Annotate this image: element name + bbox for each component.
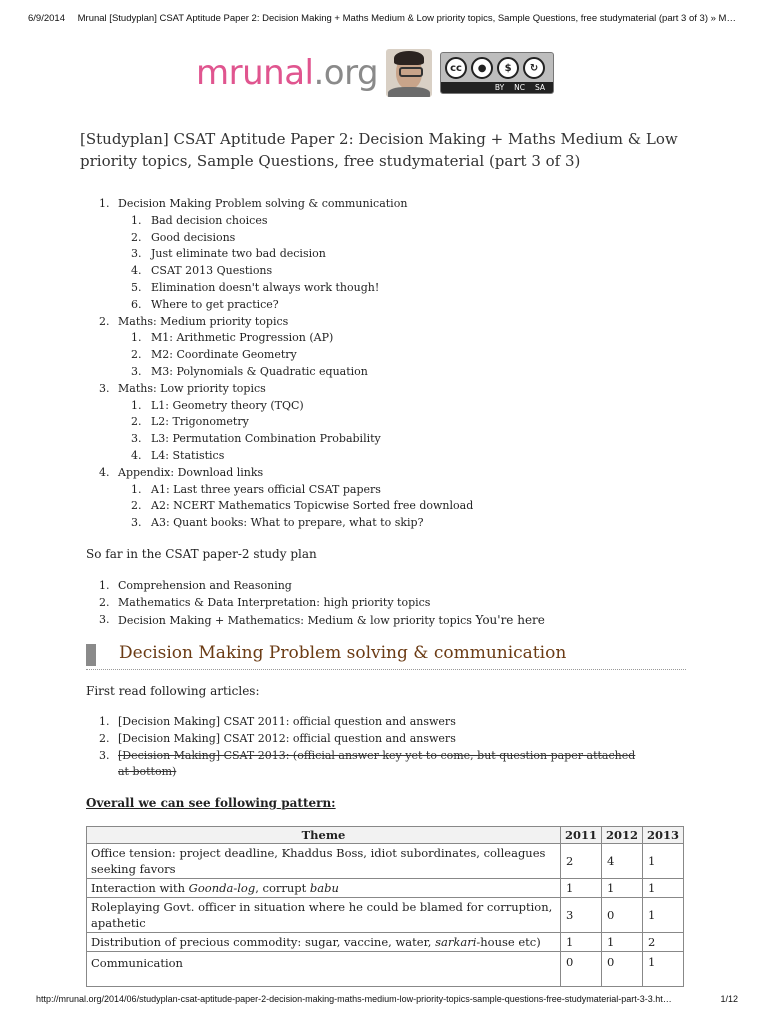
toc-subnumber: 1. xyxy=(131,213,142,227)
toc-number: 2. xyxy=(99,314,110,328)
toc-subnumber: 1. xyxy=(131,482,142,496)
toc-item[interactable] xyxy=(0,196,768,314)
article-link[interactable]: [Decision Making] CSAT 2011: official question and answers xyxy=(118,715,456,728)
logo-wordmark xyxy=(196,53,378,93)
toc-sublink[interactable]: Bad decision choices xyxy=(151,213,268,227)
toc-link[interactable]: Appendix: Download links xyxy=(118,465,264,479)
theme-text: Roleplaying Govt. officer in situation where he could be blamed for corruption, apathetic xyxy=(91,900,553,930)
toc-subitem[interactable] xyxy=(0,515,768,532)
toc-subnumber: 4. xyxy=(131,264,142,278)
post-title: [Studyplan] CSAT Aptitude Paper 2: Decision Making + Maths Medium & Low priority topics, Sample Questions, free studymaterial (part 3 of 3) xyxy=(80,130,678,170)
count-cell: 0 xyxy=(601,952,642,987)
toc-sublink[interactable]: A2: NCERT Mathematics Topicwise Sorted free download xyxy=(151,499,474,513)
print-header xyxy=(28,13,748,24)
toc-subnumber: 3. xyxy=(131,516,142,530)
theme-italic-text: babu xyxy=(309,881,339,895)
toc-link[interactable]: Maths: Low priority topics xyxy=(118,381,266,395)
count-cell: 1 xyxy=(560,879,601,898)
heading-bar xyxy=(86,644,96,666)
article-number: 3. xyxy=(99,748,110,762)
toc-number: 3. xyxy=(99,381,110,395)
toc-sublink[interactable]: M2: Coordinate Geometry xyxy=(151,348,297,362)
header-theme: Theme xyxy=(87,827,561,844)
count-cell: 1 xyxy=(642,898,683,933)
theme-italic-text: Goonda-log xyxy=(188,881,256,895)
pattern-heading: Overall we can see following pattern: xyxy=(86,796,336,810)
theme-cell xyxy=(87,879,561,898)
attribution-icon: ● xyxy=(471,57,493,79)
plan-parts-list xyxy=(0,578,768,629)
toc-subnumber: 3. xyxy=(131,247,142,261)
toc-subnumber: 5. xyxy=(131,280,142,294)
table-row xyxy=(87,933,684,952)
count-cell: 1 xyxy=(601,879,642,898)
cc-label-nc: NC xyxy=(514,83,526,92)
plan-part-item[interactable] xyxy=(0,595,768,612)
toc-subnumber: 4. xyxy=(131,448,142,462)
toc-subitem[interactable] xyxy=(0,280,768,297)
print-date: 6/9/2014 xyxy=(28,13,65,24)
toc-sublink[interactable]: L2: Trigonometry xyxy=(151,415,249,429)
toc-number: 1. xyxy=(99,197,110,210)
toc-subitem[interactable] xyxy=(0,498,768,515)
toc-subnumber: 6. xyxy=(131,297,142,311)
plan-part-item[interactable] xyxy=(0,578,768,595)
table-row xyxy=(87,879,684,898)
toc-sublink[interactable]: CSAT 2013 Questions xyxy=(151,264,273,278)
toc-subitem[interactable] xyxy=(0,246,768,263)
count-cell: 2 xyxy=(642,933,683,952)
toc-subitem[interactable] xyxy=(0,364,768,381)
toc-subnumber: 3. xyxy=(131,364,142,378)
count-cell: 1 xyxy=(601,933,642,952)
plan-part-item[interactable] xyxy=(0,612,768,630)
toc-sublink[interactable]: Elimination doesn't always work though! xyxy=(151,280,380,294)
table-of-contents xyxy=(0,196,768,532)
header-2011: 2011 xyxy=(560,827,601,844)
count-cell: 0 xyxy=(601,898,642,933)
theme-cell xyxy=(87,844,561,879)
cc-label-by: BY xyxy=(494,83,505,92)
toc-subitem[interactable] xyxy=(0,482,768,499)
articles-list xyxy=(0,714,768,781)
toc-subnumber: 1. xyxy=(131,331,142,345)
count-cell: 1 xyxy=(642,952,683,987)
toc-subnumber: 2. xyxy=(131,415,142,429)
toc-sublink[interactable]: Where to get practice? xyxy=(151,297,279,311)
toc-item[interactable] xyxy=(0,314,768,381)
toc-sublink[interactable]: A3: Quant books: What to prepare, what to skip? xyxy=(151,516,424,530)
theme-text: Communication xyxy=(91,956,183,970)
plan-part-number: 1. xyxy=(99,579,110,592)
toc-sublink[interactable]: Good decisions xyxy=(151,230,236,244)
cc-icon: cc xyxy=(445,57,467,79)
count-cell: 1 xyxy=(642,879,683,898)
plan-part-link[interactable]: Mathematics & Data Interpretation: high priority topics xyxy=(118,595,431,609)
so-far-text: So far in the CSAT paper-2 study plan xyxy=(86,547,317,561)
article-item[interactable] xyxy=(0,731,648,748)
theme-cell xyxy=(87,933,561,952)
toc-sublink[interactable]: M1: Arithmetic Progression (AP) xyxy=(151,331,334,345)
theme-text: , corrupt xyxy=(255,881,310,895)
logo-tld: .org xyxy=(313,53,379,93)
toc-subitem[interactable] xyxy=(0,398,768,415)
you-are-here-label: You're here xyxy=(475,612,545,627)
pattern-table xyxy=(86,826,684,987)
toc-sublist xyxy=(118,330,768,380)
toc-subnumber: 2. xyxy=(131,230,142,244)
theme-italic-text: sarkari xyxy=(435,935,477,949)
toc-sublist xyxy=(118,398,768,465)
table-row xyxy=(87,898,684,933)
count-cell: 0 xyxy=(560,952,601,987)
article-number: 2. xyxy=(99,731,110,745)
toc-subitem[interactable] xyxy=(0,297,768,314)
table-header-row xyxy=(87,827,684,844)
article-item[interactable] xyxy=(0,748,648,782)
theme-cell xyxy=(87,898,561,933)
toc-item[interactable] xyxy=(0,465,768,532)
toc-subitem[interactable] xyxy=(0,414,768,431)
toc-sublink[interactable]: M3: Polynomials & Quadratic equation xyxy=(151,364,368,378)
first-read-text: First read following articles: xyxy=(86,684,260,698)
toc-subitem[interactable] xyxy=(0,448,768,465)
cc-license-badge[interactable] xyxy=(440,52,554,94)
site-logo[interactable] xyxy=(196,48,554,98)
toc-number: 4. xyxy=(99,465,110,479)
toc-sublink[interactable]: L1: Geometry theory (TQC) xyxy=(151,398,304,412)
plan-part-link[interactable]: Decision Making + Mathematics: Medium & low priority topics xyxy=(118,613,472,627)
toc-subitem[interactable] xyxy=(0,263,768,280)
count-cell: 2 xyxy=(560,844,601,879)
section-heading-text: Decision Making Problem solving & communication xyxy=(119,643,567,663)
print-url: http://mrunal.org/2014/06/studyplan-csat-aptitude-paper-2-decision-making-maths-medium-low-priority-topics-sample-questions-free-studymaterial-part-3-3.ht… xyxy=(36,994,672,1004)
toc-subitem[interactable] xyxy=(0,213,768,230)
toc-subitem[interactable] xyxy=(0,347,768,364)
header-2013: 2013 xyxy=(642,827,683,844)
theme-text: -house etc) xyxy=(476,935,541,949)
theme-cell xyxy=(87,952,561,987)
section-heading xyxy=(86,641,686,670)
count-cell: 3 xyxy=(560,898,601,933)
header-2012: 2012 xyxy=(601,827,642,844)
toc-subnumber: 1. xyxy=(131,398,142,412)
table-row xyxy=(87,952,684,987)
toc-sublist xyxy=(118,482,768,532)
plan-part-number: 2. xyxy=(99,595,110,609)
plan-part-link[interactable]: Comprehension and Reasoning xyxy=(118,579,292,592)
count-cell: 4 xyxy=(601,844,642,879)
author-avatar xyxy=(386,49,432,97)
theme-text: Interaction with xyxy=(91,881,189,895)
page-number: 1/12 xyxy=(720,994,738,1004)
toc-sublink[interactable]: Just eliminate two bad decision xyxy=(151,247,326,261)
noncommercial-icon: $ xyxy=(497,57,519,79)
article-number: 1. xyxy=(99,715,110,728)
count-cell: 1 xyxy=(642,844,683,879)
toc-subnumber: 3. xyxy=(131,432,142,446)
toc-sublink[interactable]: A1: Last three years official CSAT papers xyxy=(151,482,381,496)
toc-subitem[interactable] xyxy=(0,230,768,247)
toc-sublink[interactable]: L4: Statistics xyxy=(151,448,225,462)
theme-text: Office tension: project deadline, Khaddus Boss, idiot subordinates, colleagues seeking favors xyxy=(91,846,546,876)
count-cell: 1 xyxy=(560,933,601,952)
cc-labels xyxy=(441,82,553,93)
article-link[interactable]: [Decision Making] CSAT 2013: (official answer key yet to come, but question paper attached at bottom) xyxy=(118,748,636,779)
toc-item[interactable] xyxy=(0,381,768,465)
toc-link[interactable]: Maths: Medium priority topics xyxy=(118,314,289,328)
toc-link[interactable]: Decision Making Problem solving & communication xyxy=(118,197,408,210)
toc-sublink[interactable]: L3: Permutation Combination Probability xyxy=(151,432,381,446)
print-footer xyxy=(36,994,738,1004)
print-title: Mrunal [Studyplan] CSAT Aptitude Paper 2: Decision Making + Maths Medium & Low priority topics, Sample Questions, free studymaterial (part 3 of 3) » M… xyxy=(77,13,736,24)
toc-subnumber: 2. xyxy=(131,499,142,513)
toc-subnumber: 2. xyxy=(131,348,142,362)
logo-name: mrunal xyxy=(196,53,314,93)
plan-part-number: 3. xyxy=(99,612,110,626)
table-row xyxy=(87,844,684,879)
sharealike-icon: ↻ xyxy=(523,57,545,79)
toc-subitem[interactable] xyxy=(0,330,768,347)
theme-text: Distribution of precious commodity: sugar, vaccine, water, xyxy=(91,935,436,949)
article-link[interactable]: [Decision Making] CSAT 2012: official question and answers xyxy=(118,731,456,745)
cc-label-sa: SA xyxy=(535,83,546,92)
article-item[interactable] xyxy=(0,714,648,731)
toc-subitem[interactable] xyxy=(0,431,768,448)
toc-sublist xyxy=(118,213,768,314)
